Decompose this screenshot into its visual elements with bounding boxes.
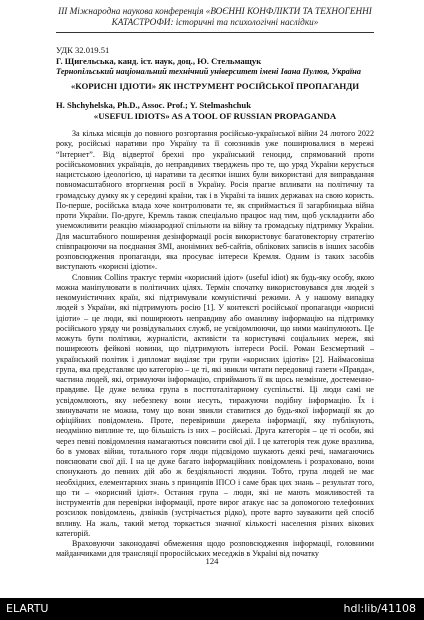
repository-name: ELARTU — [6, 602, 49, 615]
authors-ukrainian: Г. Щигельська, канд. іст. наук, доц., Ю. Стельмащук — [56, 56, 262, 66]
body-paragraph: За кілька місяців до повного розгортання російсько-української війни 24 лютого 2022 року, російські наративи про Україну та її союзників уже поширювалися в мережі “Інтернет”. Від відвертої брехні про український геноцид, спрямований проти російськомовних українців, до неправдивих тверджень про те, що уряд України керується нацистською ідеологією, ці наративи та десятки інших були використані для виправдання повномасштабного вторгнення росії в Україну. Росія прагне впливати на політичну та громадську думку як у середині країни, так і в Україні та інших державах на свою користь. По-перше, російська влада хоче контролювати те, як сприймається її загарбницька війна проти України. По-друге, Кремль також спеціально працює над тим, щоб ускладнити або унеможливити реакцію міжнародної спільноти на війну та громадську підтримку України. Для масштабного поширення дезінформації росія використовує багатовекторну стратегію співпрацюючи на поєднання ЗМІ, анонімних веб-сайтів, облікових записів в інших засобів розповсюдження пропаганди, яка просуває інтереси Кремля. Одним із таких засобів виступають «корисні ідіоти». — [56, 129, 374, 272]
affiliation: Тернопільський національний технічний університет імені Івана Пулюя, Україна — [56, 67, 361, 76]
page-number: 124 — [205, 556, 219, 566]
article-body — [56, 129, 374, 560]
body-paragraph: Враховуючи законодавчі обмеження щодо розповсюдження інформації, головними майданчиками для трансляції проросійських меседжів в Україні від початку — [56, 539, 374, 559]
repository-footer — [0, 598, 424, 620]
title-english: «USEFUL IDIOTS» AS A TOOL OF RUSSIAN PROPAGANDA — [93, 111, 337, 121]
title-ukrainian: «КОРИСНІ ІДІОТИ» ЯК ІНСТРУМЕНТ РОСІЙСЬКОЇ ПРОПАГАНДИ — [70, 81, 360, 91]
body-paragraph: Словник Collins трактує термін «корисний ідіот» (useful idiot) як будь-яку особу, якою можна маніпулювати в політичних цілях. Термін спочатку використовувався для людей з некомуністичних країн, які підтримували комуністичні режими. А у нашому випадку людей з України, які підтримують росію [1]. У контексті російської пропаганди «корисні ідіоти» – це люди, які поширюють неправдиву або оманливу інформацію на підтримку російського уряду чи розвідувальних служб, не усвідомлюючи, що ними маніпулюють. Це можуть бути політики, журналісти, активісти та користувачі соціальних мереж, які поширюють фейкові новини, що підтримують інтереси Росії. Роман Безсмертний – український політик і дипломат виділяє три групи «корисних ідіотів» [2]. Наймасовіша група, яка представляє цю категорію – це ті, які звикли читати передовиці газети «Правда», частина людей, які, отримуючи інформацію, сприймають її як щось незмінне, достеменно-правдиве. Це дуже велика група в посттоталітарному суспільстві. Ці люди самі не усвідомлюють, яку небезпеку вони несуть, тиражуючи подібну інформацію. Їх і звинувачати не можна, тому що вони звикли ставитися до будь-якої інформації як до офіційних повідомлень. Проте, перевіривши джерела інформації, яку публікують, неодмінно виплине те, що більшість із них – російські. Друга категорія – це ті особи, які через певні повідомлення намагаються пояснити свої дії. І це категорія теж дуже вразлива, бо в умовах війни, тотального горя люди підсвідомо шукають деякі речі, намагаючись пояснювати свої дії. І на це дуже багато інформаційних повідомлень і розраховано, вони спонукають до певних дій або ж бездіяльності людини. Тобто, група людей не має необхідних, елементарних знань з принципів ІПСО і саме брак цих знань – результат того, що ти – «корисний ідіот». Остання група – люди, які не мають можливостей та інструментів для перевірки інформації, проте вирог атакує нас за допомогою телефонних розсилок повідомлень, дзвінків (зустрічається рідко), проте варто зауважити цей спосіб впливу. На жаль, такий метод торкається значної кількості населення різних вікових категорій. — [56, 272, 374, 538]
authors-english: H. Shchyhelska, Ph.D., Assoc. Prof.; Y. Stelmashchuk — [56, 100, 251, 110]
handle-identifier: hdl:lib/41108 — [343, 602, 416, 615]
header-divider — [56, 32, 374, 33]
udc-code: УДК 32.019.51 — [56, 45, 110, 55]
conference-header: III Міжнародна наукова конференція «ВОЄННІ КОНФЛІКТИ ТА ТЕХНОГЕННІ КАТАСТРОФИ: історичні та психологічні наслідки» — [58, 6, 372, 27]
